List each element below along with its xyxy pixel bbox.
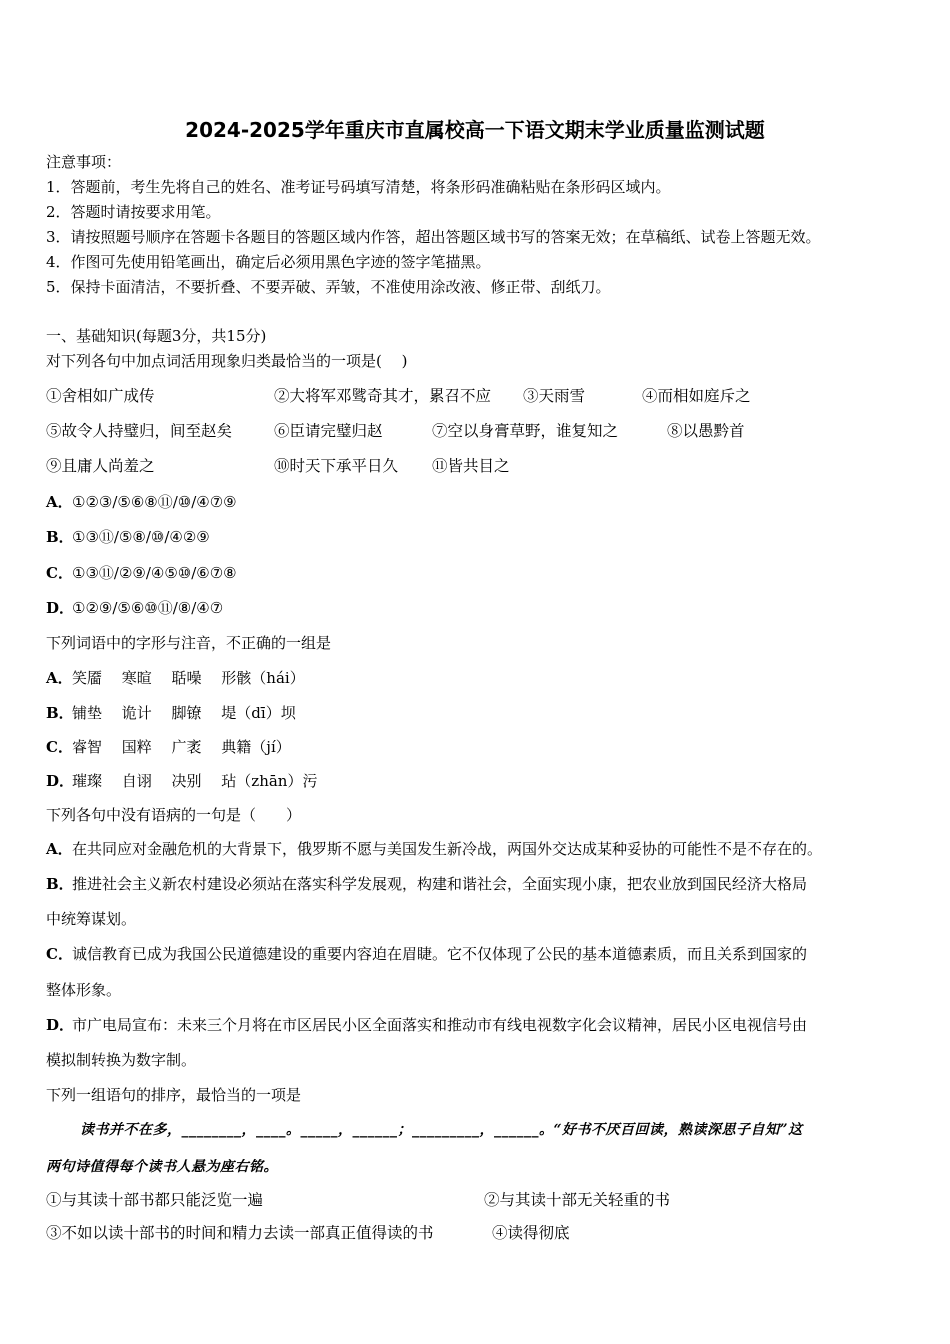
option-letter: B． bbox=[46, 528, 74, 546]
q1-item: ⑪皆共目之 bbox=[432, 457, 510, 475]
option-text: 在共同应对金融危机的大背景下，俄罗斯不愿与美国发生新冷战，两国外交达成某种妥协的可能性不是不存在的。 bbox=[72, 840, 823, 858]
option-letter: C． bbox=[46, 564, 73, 582]
q2-stem: 下列词语中的字形与注音，不正确的一组是 bbox=[46, 634, 332, 652]
notice-item-5: 5．保持卡面清洁，不要折叠、不要弄破、弄皱，不准使用涂改液、修正带、刮纸刀。 bbox=[46, 278, 611, 296]
option-text: 睿智 国粹 广袤 典籍（jí） bbox=[72, 738, 291, 756]
notice-item-1: 1．答题前，考生先将自己的姓名、准考证号码填写清楚，将条形码准确粘贴在条形码区域内。 bbox=[46, 178, 671, 196]
notice-heading: 注意事项： bbox=[46, 153, 122, 171]
q3-option-a bbox=[46, 839, 822, 859]
q1-item: ⑧以愚黔首 bbox=[667, 422, 745, 440]
option-letter: D． bbox=[46, 599, 75, 617]
q1-option-b bbox=[46, 527, 210, 547]
q1-item: ④而相如庭斥之 bbox=[642, 387, 751, 405]
option-text: 市广电局宣布：未来三个月将在市区居民小区全面落实和推动市有线电视数字化会议精神，居民小区电视信号由 bbox=[72, 1016, 808, 1034]
option-letter: A． bbox=[46, 840, 73, 858]
option-letter: D． bbox=[46, 1016, 75, 1034]
section-heading: 一、基础知识(每题3分，共15分) bbox=[46, 327, 267, 345]
option-letter: B． bbox=[46, 704, 74, 722]
q1-option-c bbox=[46, 563, 237, 583]
q4-item: ①与其读十部书都只能泛览一遍 bbox=[46, 1191, 264, 1209]
notice-item-2: 2．答题时请按要求用笔。 bbox=[46, 203, 221, 221]
option-letter: A． bbox=[46, 493, 73, 511]
option-text: ①②③/⑤⑥⑧⑪/⑩/④⑦⑨ bbox=[72, 493, 237, 511]
q1-item: ③天雨雪 bbox=[523, 387, 586, 405]
q3-option-b-cont: 中统筹谋划。 bbox=[46, 910, 137, 928]
q1-stem: 对下列各句中加点词活用现象归类最恰当的一项是( ) bbox=[46, 352, 408, 370]
option-letter: C． bbox=[46, 738, 73, 756]
q3-option-d bbox=[46, 1015, 807, 1035]
option-text: 诚信教育已成为我国公民道德建设的重要内容迫在眉睫。它不仅体现了公民的基本道德素质，而且关系到国家的 bbox=[72, 945, 808, 963]
option-text: 推进社会主义新农村建设必须站在落实科学发展观，构建和谐社会，全面实现小康，把农业放到国民经济大格局 bbox=[72, 875, 808, 893]
option-letter: A． bbox=[46, 669, 73, 687]
q3-option-d-cont: 模拟制转换为数字制。 bbox=[46, 1051, 197, 1069]
option-letter: B． bbox=[46, 875, 74, 893]
q1-item: ⑦空以身膏草野，谁复知之 bbox=[432, 422, 619, 440]
option-text: 笑靥 寒暄 聒噪 形骸（hái） bbox=[72, 669, 305, 687]
q3-stem: 下列各句中没有语病的一句是（ ） bbox=[46, 806, 302, 824]
option-letter: C． bbox=[46, 945, 73, 963]
q3-option-b bbox=[46, 874, 807, 894]
q4-item: ③不如以读十部书的时间和精力去读一部真正值得读的书 bbox=[46, 1224, 434, 1242]
q4-item: ②与其读十部无关轻重的书 bbox=[484, 1191, 671, 1209]
q1-option-d bbox=[46, 598, 223, 618]
q3-option-c-cont: 整体形象。 bbox=[46, 981, 122, 999]
page-title: 2024-2025学年重庆市直属校高一下语文期末学业质量监测试题 bbox=[185, 118, 765, 142]
q4-stem: 下列一组语句的排序，最恰当的一项是 bbox=[46, 1086, 302, 1104]
q2-option-d bbox=[46, 771, 317, 791]
q1-item: ①舍相如广成传 bbox=[46, 387, 155, 405]
option-text: 璀璨 自诩 决别 玷（zhān）污 bbox=[72, 772, 318, 790]
notice-item-4: 4．作图可先使用铅笔画出，确定后必须用黑色字迹的签字笔描黑。 bbox=[46, 253, 491, 271]
q1-item: ⑨且庸人尚羞之 bbox=[46, 457, 155, 475]
q1-item: ⑥臣请完璧归赵 bbox=[274, 422, 383, 440]
notice-item-3: 3．请按照题号顺序在答题卡各题目的答题区域内作答，超出答题区域书写的答案无效；在草稿纸、试卷上答题无效。 bbox=[46, 228, 821, 246]
q4-passage-line-2: 两句诗值得每个读书人悬为座右铭。 bbox=[46, 1159, 278, 1175]
q1-item: ⑤故令人持璧归，间至赵矣 bbox=[46, 422, 233, 440]
q1-item: ⑩时天下承平日久 bbox=[274, 457, 399, 475]
q2-option-a bbox=[46, 668, 305, 688]
option-text: 铺垫 诡计 脚镣 堤（dī）坝 bbox=[72, 704, 296, 722]
option-letter: D． bbox=[46, 772, 75, 790]
q1-option-a bbox=[46, 492, 237, 512]
option-text: ①③⑪/⑤⑧/⑩/④②⑨ bbox=[72, 528, 210, 546]
q4-passage-line-1: 读书并不在多，________，____。_____，______；_________，______。“好书不厌百回读，熟读深思子自知”这 bbox=[80, 1122, 803, 1138]
option-text: ①③⑪/②⑨/④⑤⑩/⑥⑦⑧ bbox=[72, 564, 237, 582]
q3-option-c bbox=[46, 944, 807, 964]
q2-option-c bbox=[46, 737, 291, 757]
q2-option-b bbox=[46, 703, 296, 723]
option-text: ①②⑨/⑤⑥⑩⑪/⑧/④⑦ bbox=[72, 599, 224, 617]
q4-item: ④读得彻底 bbox=[492, 1224, 570, 1242]
q1-item: ②大将军邓骘奇其才，累召不应 bbox=[274, 387, 492, 405]
